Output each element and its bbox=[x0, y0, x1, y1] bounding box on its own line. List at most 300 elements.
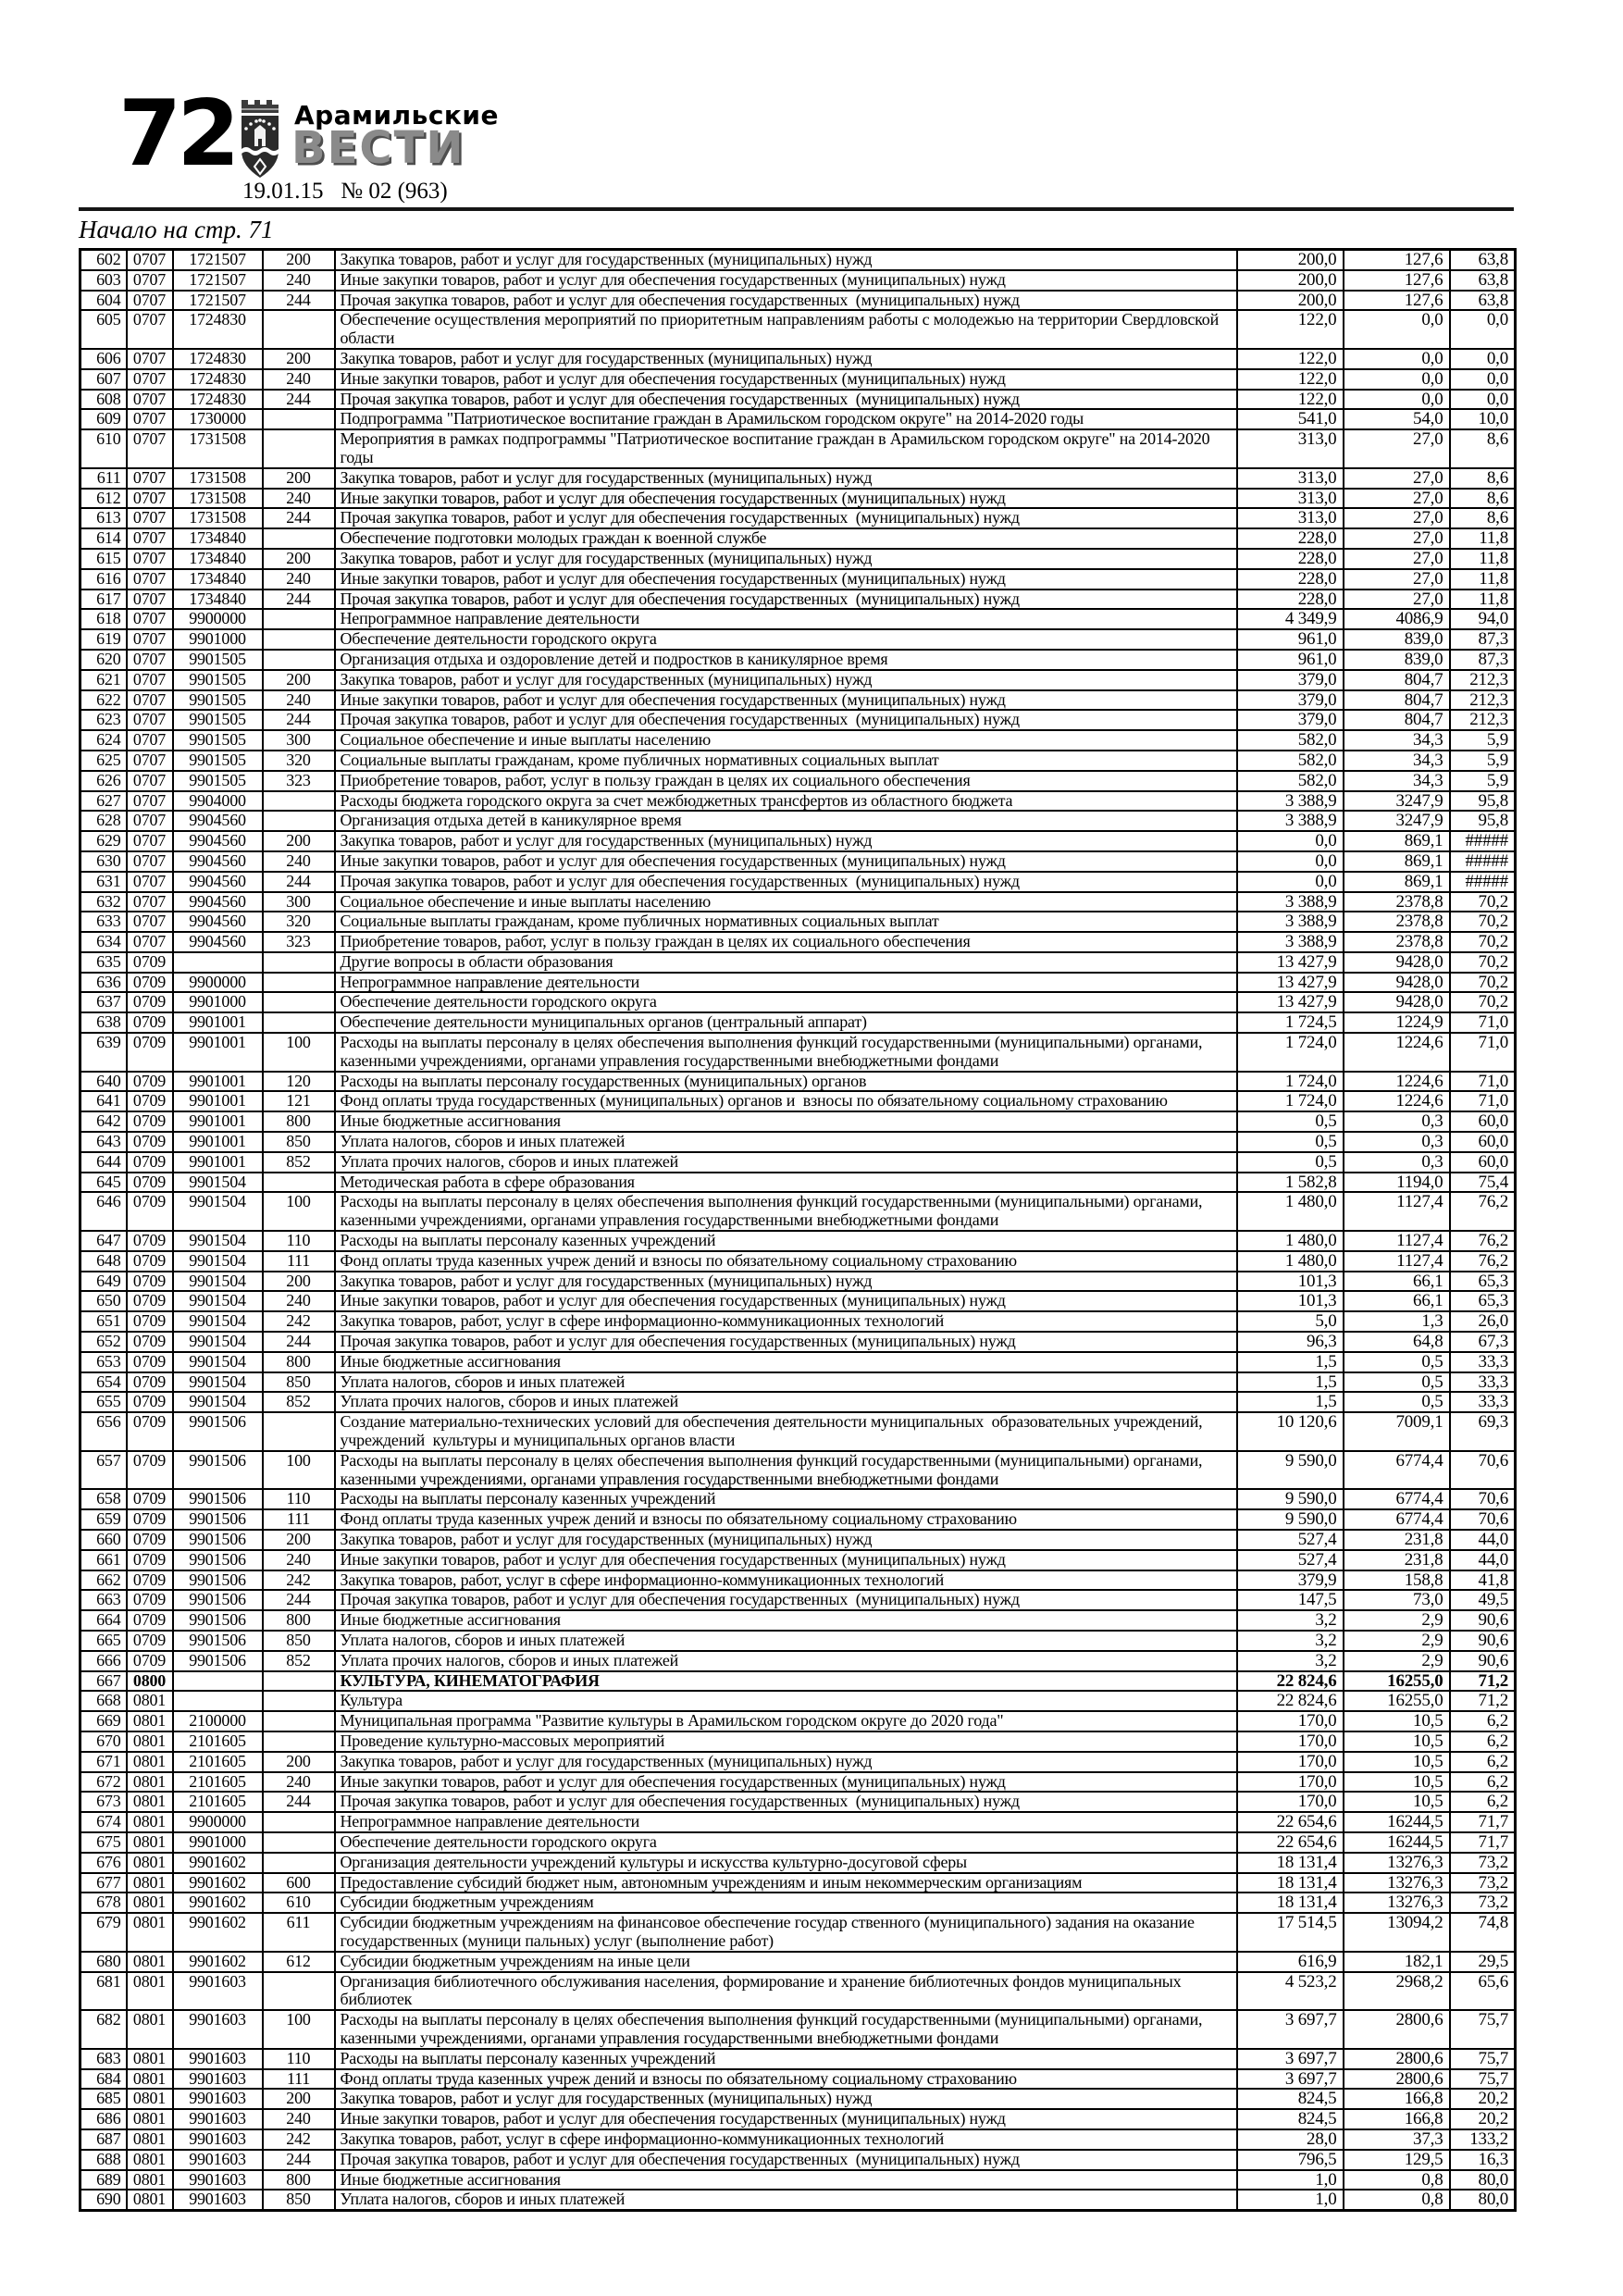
section-code-cell: 0707 bbox=[127, 590, 173, 610]
table-row bbox=[81, 1873, 1516, 1893]
expense-type-cell: 240 bbox=[263, 1772, 335, 1793]
table-row bbox=[81, 1752, 1516, 1772]
plan-value-cell: 3,2 bbox=[1237, 1610, 1344, 1631]
section-code-cell: 0709 bbox=[127, 1570, 173, 1591]
row-number-cell: 604 bbox=[81, 291, 127, 311]
table-row bbox=[81, 831, 1516, 851]
plan-value-cell: 122,0 bbox=[1237, 310, 1344, 349]
target-article-cell: 1734840 bbox=[173, 528, 263, 549]
percent-value-cell: 44,0 bbox=[1450, 1530, 1516, 1550]
table-row bbox=[81, 349, 1516, 369]
percent-value-cell: 70,6 bbox=[1450, 1489, 1516, 1509]
fact-value-cell: 9428,0 bbox=[1344, 992, 1450, 1012]
plan-value-cell: 28,0 bbox=[1237, 2129, 1344, 2150]
fact-value-cell: 0,0 bbox=[1344, 390, 1450, 410]
target-article-cell: 1721507 bbox=[173, 291, 263, 311]
percent-value-cell: 60,0 bbox=[1450, 1132, 1516, 1152]
table-row bbox=[81, 1893, 1516, 1913]
section-code-cell: 0707 bbox=[127, 851, 173, 872]
name-cell: Расходы на выплаты персоналу казенных учреждений bbox=[335, 2049, 1237, 2069]
target-article-cell: 9901505 bbox=[173, 670, 263, 690]
fact-value-cell: 27,0 bbox=[1344, 549, 1450, 569]
table-row bbox=[81, 912, 1516, 932]
expense-type-cell bbox=[263, 1012, 335, 1033]
section-code-cell: 0801 bbox=[127, 2010, 173, 2049]
target-article-cell: 9901506 bbox=[173, 1651, 263, 1671]
fact-value-cell: 1127,4 bbox=[1344, 1231, 1450, 1251]
target-article-cell: 9901505 bbox=[173, 710, 263, 730]
fact-value-cell: 16244,5 bbox=[1344, 1832, 1450, 1853]
table-row bbox=[81, 1412, 1516, 1451]
target-article-cell: 9904560 bbox=[173, 932, 263, 952]
expense-type-cell: 240 bbox=[263, 369, 335, 390]
expense-type-cell: 852 bbox=[263, 1392, 335, 1412]
plan-value-cell: 961,0 bbox=[1237, 629, 1344, 650]
row-number-cell: 666 bbox=[81, 1651, 127, 1671]
row-number-cell: 653 bbox=[81, 1352, 127, 1372]
expense-type-cell: 120 bbox=[263, 1072, 335, 1092]
fact-value-cell: 869,1 bbox=[1344, 831, 1450, 851]
table-row bbox=[81, 710, 1516, 730]
table-row bbox=[81, 1291, 1516, 1311]
plan-value-cell: 122,0 bbox=[1237, 349, 1344, 369]
percent-value-cell: 0,0 bbox=[1450, 310, 1516, 349]
section-code-cell: 0709 bbox=[127, 1231, 173, 1251]
expense-type-cell: 300 bbox=[263, 730, 335, 751]
target-article-cell: 9901001 bbox=[173, 1072, 263, 1092]
target-article-cell: 9900000 bbox=[173, 609, 263, 629]
name-cell: Расходы бюджета городского округа за счет межбюджетных трансфертов из областного бюджета bbox=[335, 791, 1237, 812]
name-cell: Иные закупки товаров, работ и услуг для обеспечения государственных (муниципальных) нужд bbox=[335, 851, 1237, 872]
name-cell: Закупка товаров, работ и услуг для государственных (муниципальных) нужд bbox=[335, 549, 1237, 569]
percent-value-cell: 8,6 bbox=[1450, 429, 1516, 468]
table-row bbox=[81, 1570, 1516, 1591]
name-cell: Иные закупки товаров, работ и услуг для обеспечения государственных (муниципальных) нужд bbox=[335, 270, 1237, 291]
row-number-cell: 670 bbox=[81, 1731, 127, 1752]
plan-value-cell: 1 480,0 bbox=[1237, 1251, 1344, 1272]
section-code-cell: 0707 bbox=[127, 771, 173, 791]
plan-value-cell: 1,5 bbox=[1237, 1372, 1344, 1393]
table-row bbox=[81, 811, 1516, 831]
continuation-note: Начало на стр. 71 bbox=[79, 216, 274, 243]
plan-value-cell: 9 590,0 bbox=[1237, 1509, 1344, 1530]
fact-value-cell: 804,7 bbox=[1344, 690, 1450, 711]
fact-value-cell: 27,0 bbox=[1344, 429, 1450, 468]
expense-type-cell: 244 bbox=[263, 710, 335, 730]
name-cell: Расходы на выплаты персоналу в целях обеспечения выполнения функций государственными (муниципальными) органами, казенными учреждениями, органами управления государственными внебюджетными фондами bbox=[335, 1033, 1237, 1072]
plan-value-cell: 3 388,9 bbox=[1237, 892, 1344, 912]
expense-type-cell: 110 bbox=[263, 2049, 335, 2069]
expense-type-cell: 850 bbox=[263, 2190, 335, 2210]
name-cell: Социальные выплаты гражданам, кроме публичных нормативных социальных выплат bbox=[335, 912, 1237, 932]
expense-type-cell: 200 bbox=[263, 831, 335, 851]
fact-value-cell: 127,6 bbox=[1344, 250, 1450, 270]
section-code-cell: 0709 bbox=[127, 1012, 173, 1033]
expense-type-cell bbox=[263, 1671, 335, 1692]
row-number-cell: 621 bbox=[81, 670, 127, 690]
expense-type-cell bbox=[263, 952, 335, 973]
name-cell: Социальное обеспечение и иные выплаты населению bbox=[335, 892, 1237, 912]
target-article-cell: 1724830 bbox=[173, 390, 263, 410]
name-cell: Уплата налогов, сборов и иных платежей bbox=[335, 1631, 1237, 1651]
budget-table-container bbox=[79, 248, 1517, 2212]
issue-date-number: 19.01.15 № 02 (963) bbox=[242, 179, 448, 204]
name-cell: Закупка товаров, работ, услуг в сфере информационно-коммуникационных технологий bbox=[335, 1570, 1237, 1591]
fact-value-cell: 2800,6 bbox=[1344, 2010, 1450, 2049]
section-code-cell: 0707 bbox=[127, 629, 173, 650]
row-number-cell: 658 bbox=[81, 1489, 127, 1509]
plan-value-cell: 228,0 bbox=[1237, 590, 1344, 610]
expense-type-cell: 240 bbox=[263, 489, 335, 509]
percent-value-cell: 71,0 bbox=[1450, 1033, 1516, 1072]
plan-value-cell: 170,0 bbox=[1237, 1752, 1344, 1772]
expense-type-cell: 200 bbox=[263, 1530, 335, 1550]
row-number-cell: 668 bbox=[81, 1691, 127, 1711]
expense-type-cell bbox=[263, 1853, 335, 1873]
table-row bbox=[81, 609, 1516, 629]
table-row bbox=[81, 1111, 1516, 1132]
name-cell: Закупка товаров, работ и услуг для государственных (муниципальных) нужд bbox=[335, 670, 1237, 690]
target-article-cell: 2101605 bbox=[173, 1772, 263, 1793]
row-number-cell: 655 bbox=[81, 1392, 127, 1412]
section-code-cell: 0707 bbox=[127, 409, 173, 429]
target-article-cell: 9901602 bbox=[173, 1952, 263, 1972]
name-cell: Расходы на выплаты персоналу казенных учреждений bbox=[335, 1489, 1237, 1509]
expense-type-cell bbox=[263, 429, 335, 468]
table-row bbox=[81, 310, 1516, 349]
expense-type-cell: 200 bbox=[263, 468, 335, 489]
name-cell: Закупка товаров, работ, услуг в сфере информационно-коммуникационных технологий bbox=[335, 1311, 1237, 1332]
section-code-cell: 0709 bbox=[127, 1550, 173, 1570]
row-number-cell: 681 bbox=[81, 1972, 127, 2011]
fact-value-cell: 2,9 bbox=[1344, 1610, 1450, 1631]
target-article-cell: 9901001 bbox=[173, 1152, 263, 1173]
fact-value-cell: 129,5 bbox=[1344, 2150, 1450, 2170]
row-number-cell: 682 bbox=[81, 2010, 127, 2049]
expense-type-cell: 850 bbox=[263, 1132, 335, 1152]
percent-value-cell: 8,6 bbox=[1450, 489, 1516, 509]
name-cell: Расходы на выплаты персоналу в целях обеспечения выполнения функций государственными (муниципальными) органами, казенными учреждениями, органами управления государственными внебюджетными фондами bbox=[335, 2010, 1237, 2049]
row-number-cell: 641 bbox=[81, 1091, 127, 1111]
target-article-cell: 9901506 bbox=[173, 1550, 263, 1570]
table-row bbox=[81, 1152, 1516, 1173]
expense-type-cell: 240 bbox=[263, 1550, 335, 1570]
plan-value-cell: 200,0 bbox=[1237, 250, 1344, 270]
fact-value-cell: 158,8 bbox=[1344, 1570, 1450, 1591]
table-row bbox=[81, 670, 1516, 690]
expense-type-cell: 610 bbox=[263, 1893, 335, 1913]
target-article-cell: 9901506 bbox=[173, 1590, 263, 1610]
target-article-cell: 9901001 bbox=[173, 1033, 263, 1072]
row-number-cell: 664 bbox=[81, 1610, 127, 1631]
row-number-cell: 677 bbox=[81, 1873, 127, 1893]
plan-value-cell: 0,0 bbox=[1237, 831, 1344, 851]
target-article-cell: 9901504 bbox=[173, 1372, 263, 1393]
table-row bbox=[81, 1332, 1516, 1352]
percent-value-cell: 20,2 bbox=[1450, 2089, 1516, 2109]
plan-value-cell: 170,0 bbox=[1237, 1731, 1344, 1752]
row-number-cell: 684 bbox=[81, 2069, 127, 2090]
target-article-cell: 1724830 bbox=[173, 369, 263, 390]
target-article-cell: 9900000 bbox=[173, 973, 263, 993]
header-divider bbox=[79, 207, 1514, 211]
target-article-cell: 1721507 bbox=[173, 250, 263, 270]
target-article-cell: 9901504 bbox=[173, 1352, 263, 1372]
percent-value-cell: 212,3 bbox=[1450, 690, 1516, 711]
table-row bbox=[81, 1832, 1516, 1853]
table-row bbox=[81, 468, 1516, 489]
percent-value-cell: 75,7 bbox=[1450, 2069, 1516, 2090]
table-row bbox=[81, 409, 1516, 429]
percent-value-cell: 11,8 bbox=[1450, 590, 1516, 610]
row-number-cell: 607 bbox=[81, 369, 127, 390]
target-article-cell: 9901504 bbox=[173, 1192, 263, 1231]
table-row bbox=[81, 1451, 1516, 1490]
table-row bbox=[81, 1251, 1516, 1272]
row-number-cell: 651 bbox=[81, 1311, 127, 1332]
percent-value-cell: 212,3 bbox=[1450, 710, 1516, 730]
row-number-cell: 644 bbox=[81, 1152, 127, 1173]
row-number-cell: 617 bbox=[81, 590, 127, 610]
name-cell: Иные закупки товаров, работ и услуг для обеспечения государственных (муниципальных) нужд bbox=[335, 489, 1237, 509]
table-row bbox=[81, 851, 1516, 872]
masthead bbox=[0, 0, 1623, 248]
table-row bbox=[81, 2089, 1516, 2109]
row-number-cell: 611 bbox=[81, 468, 127, 489]
name-cell: Уплата прочих налогов, сборов и иных платежей bbox=[335, 1392, 1237, 1412]
target-article-cell: 9901001 bbox=[173, 1091, 263, 1111]
row-number-cell: 671 bbox=[81, 1752, 127, 1772]
table-row bbox=[81, 1731, 1516, 1752]
table-row bbox=[81, 1853, 1516, 1873]
name-cell: Организация отдыха и оздоровление детей и подростков в каникулярное время bbox=[335, 650, 1237, 670]
name-cell: Уплата прочих налогов, сборов и иных платежей bbox=[335, 1651, 1237, 1671]
name-cell: Фонд оплаты труда казенных учреж дений и взносы по обязательному социальному страхованию bbox=[335, 2069, 1237, 2090]
percent-value-cell: 49,5 bbox=[1450, 1590, 1516, 1610]
section-code-cell: 0801 bbox=[127, 1893, 173, 1913]
section-code-cell: 0801 bbox=[127, 2170, 173, 2191]
percent-value-cell: 69,3 bbox=[1450, 1412, 1516, 1451]
expense-type-cell: 200 bbox=[263, 549, 335, 569]
percent-value-cell: 33,3 bbox=[1450, 1352, 1516, 1372]
section-code-cell: 0707 bbox=[127, 390, 173, 410]
plan-value-cell: 379,0 bbox=[1237, 710, 1344, 730]
name-cell: Иные бюджетные ассигнования bbox=[335, 1610, 1237, 1631]
row-number-cell: 639 bbox=[81, 1033, 127, 1072]
expense-type-cell: 612 bbox=[263, 1952, 335, 1972]
section-code-cell: 0709 bbox=[127, 952, 173, 973]
section-code-cell: 0707 bbox=[127, 710, 173, 730]
target-article-cell: 9904560 bbox=[173, 811, 263, 831]
name-cell: Предоставление субсидий бюджет ным, автономным учреждениям и иным некоммерческим организациям bbox=[335, 1873, 1237, 1893]
plan-value-cell: 200,0 bbox=[1237, 270, 1344, 291]
target-article-cell: 1731508 bbox=[173, 489, 263, 509]
percent-value-cell: 63,8 bbox=[1450, 250, 1516, 270]
row-number-cell: 626 bbox=[81, 771, 127, 791]
name-cell: Иные бюджетные ассигнования bbox=[335, 1111, 1237, 1132]
section-code-cell: 0709 bbox=[127, 992, 173, 1012]
target-article-cell: 1724830 bbox=[173, 349, 263, 369]
fact-value-cell: 0,0 bbox=[1344, 369, 1450, 390]
expense-type-cell: 244 bbox=[263, 1792, 335, 1812]
section-code-cell: 0709 bbox=[127, 1251, 173, 1272]
table-row bbox=[81, 1272, 1516, 1292]
row-number-cell: 634 bbox=[81, 932, 127, 952]
section-code-cell: 0709 bbox=[127, 1291, 173, 1311]
table-row bbox=[81, 973, 1516, 993]
percent-value-cell: 26,0 bbox=[1450, 1311, 1516, 1332]
row-number-cell: 608 bbox=[81, 390, 127, 410]
fact-value-cell: 27,0 bbox=[1344, 489, 1450, 509]
expense-type-cell bbox=[263, 609, 335, 629]
expense-type-cell: 100 bbox=[263, 1192, 335, 1231]
fact-value-cell: 182,1 bbox=[1344, 1952, 1450, 1972]
plan-value-cell: 228,0 bbox=[1237, 528, 1344, 549]
expense-type-cell: 800 bbox=[263, 2170, 335, 2191]
expense-type-cell bbox=[263, 1731, 335, 1752]
table-row bbox=[81, 2010, 1516, 2049]
section-code-cell: 0709 bbox=[127, 1311, 173, 1332]
fact-value-cell: 2800,6 bbox=[1344, 2069, 1450, 2090]
fact-value-cell: 1127,4 bbox=[1344, 1251, 1450, 1272]
target-article-cell: 9901506 bbox=[173, 1610, 263, 1631]
percent-value-cell: 133,2 bbox=[1450, 2129, 1516, 2150]
target-article-cell: 9900000 bbox=[173, 1812, 263, 1832]
target-article-cell: 9901504 bbox=[173, 1251, 263, 1272]
plan-value-cell: 122,0 bbox=[1237, 390, 1344, 410]
target-article-cell: 9901603 bbox=[173, 2010, 263, 2049]
row-number-cell: 683 bbox=[81, 2049, 127, 2069]
plan-value-cell: 13 427,9 bbox=[1237, 952, 1344, 973]
percent-value-cell: 75,7 bbox=[1450, 2049, 1516, 2069]
row-number-cell: 645 bbox=[81, 1173, 127, 1193]
target-article-cell: 9901000 bbox=[173, 992, 263, 1012]
section-code-cell: 0707 bbox=[127, 831, 173, 851]
plan-value-cell: 3 388,9 bbox=[1237, 791, 1344, 812]
target-article-cell: 9901001 bbox=[173, 1111, 263, 1132]
section-code-cell: 0709 bbox=[127, 1352, 173, 1372]
target-article-cell: 1734840 bbox=[173, 590, 263, 610]
expense-type-cell: 100 bbox=[263, 1451, 335, 1490]
percent-value-cell: 70,2 bbox=[1450, 992, 1516, 1012]
percent-value-cell: 70,2 bbox=[1450, 912, 1516, 932]
plan-value-cell: 122,0 bbox=[1237, 369, 1344, 390]
expense-type-cell: 244 bbox=[263, 1332, 335, 1352]
fact-value-cell: 0,5 bbox=[1344, 1352, 1450, 1372]
percent-value-cell: 90,6 bbox=[1450, 1610, 1516, 1631]
plan-value-cell: 13 427,9 bbox=[1237, 973, 1344, 993]
name-cell: Проведение культурно-массовых мероприятий bbox=[335, 1731, 1237, 1752]
fact-value-cell: 13276,3 bbox=[1344, 1873, 1450, 1893]
fact-value-cell: 0,0 bbox=[1344, 349, 1450, 369]
table-row bbox=[81, 2190, 1516, 2210]
fact-value-cell: 2,9 bbox=[1344, 1631, 1450, 1651]
expense-type-cell bbox=[263, 528, 335, 549]
fact-value-cell: 10,5 bbox=[1344, 1772, 1450, 1793]
fact-value-cell: 34,3 bbox=[1344, 751, 1450, 771]
percent-value-cell: 0,0 bbox=[1450, 349, 1516, 369]
name-cell: Закупка товаров, работ, услуг в сфере информационно-коммуникационных технологий bbox=[335, 2129, 1237, 2150]
name-cell: Закупка товаров, работ и услуг для государственных (муниципальных) нужд bbox=[335, 2089, 1237, 2109]
fact-value-cell: 16255,0 bbox=[1344, 1671, 1450, 1692]
expense-type-cell bbox=[263, 1812, 335, 1832]
row-number-cell: 618 bbox=[81, 609, 127, 629]
section-code-cell: 0707 bbox=[127, 811, 173, 831]
target-article-cell: 9901506 bbox=[173, 1412, 263, 1451]
section-code-cell: 0707 bbox=[127, 291, 173, 311]
target-article-cell: 9901603 bbox=[173, 2109, 263, 2129]
name-cell: Иные закупки товаров, работ и услуг для обеспечения государственных (муниципальных) нужд bbox=[335, 2109, 1237, 2129]
fact-value-cell: 4086,9 bbox=[1344, 609, 1450, 629]
section-code-cell: 0709 bbox=[127, 1610, 173, 1631]
name-cell: Расходы на выплаты персоналу в целях обеспечения выполнения функций государственными (муниципальными) органами, казенными учреждениями, органами управления государственными внебюджетными фондами bbox=[335, 1451, 1237, 1490]
target-article-cell: 9901504 bbox=[173, 1291, 263, 1311]
percent-value-cell: 5,9 bbox=[1450, 730, 1516, 751]
name-cell: Мероприятия в рамках подпрограммы "Патриотическое воспитание граждан в Арамильском городском округе" на 2014-2020 годы bbox=[335, 429, 1237, 468]
table-row bbox=[81, 1033, 1516, 1072]
row-number-cell: 690 bbox=[81, 2190, 127, 2210]
section-code-cell: 0707 bbox=[127, 270, 173, 291]
target-article-cell: 9901603 bbox=[173, 2089, 263, 2109]
target-article-cell bbox=[173, 1691, 263, 1711]
fact-value-cell: 0,3 bbox=[1344, 1132, 1450, 1152]
percent-value-cell: 65,3 bbox=[1450, 1272, 1516, 1292]
expense-type-cell: 110 bbox=[263, 1489, 335, 1509]
percent-value-cell: 8,6 bbox=[1450, 468, 1516, 489]
plan-value-cell: 527,4 bbox=[1237, 1550, 1344, 1570]
table-row bbox=[81, 751, 1516, 771]
target-article-cell: 9901506 bbox=[173, 1530, 263, 1550]
name-cell: Субсидии бюджетным учреждениям на иные цели bbox=[335, 1952, 1237, 1972]
plan-value-cell: 13 427,9 bbox=[1237, 992, 1344, 1012]
section-code-cell: 0709 bbox=[127, 1392, 173, 1412]
table-row bbox=[81, 2129, 1516, 2150]
name-cell: Фонд оплаты труда казенных учреж дений и взносы по обязательному социальному страхованию bbox=[335, 1509, 1237, 1530]
expense-type-cell: 244 bbox=[263, 390, 335, 410]
section-code-cell: 0707 bbox=[127, 508, 173, 528]
section-code-cell: 0707 bbox=[127, 791, 173, 812]
name-cell: Иные закупки товаров, работ и услуг для обеспечения государственных (муниципальных) нужд bbox=[335, 369, 1237, 390]
name-cell: Обеспечение подготовки молодых граждан к военной службе bbox=[335, 528, 1237, 549]
percent-value-cell: 73,2 bbox=[1450, 1853, 1516, 1873]
percent-value-cell: 80,0 bbox=[1450, 2170, 1516, 2191]
row-number-cell: 632 bbox=[81, 892, 127, 912]
plan-value-cell: 18 131,4 bbox=[1237, 1853, 1344, 1873]
plan-value-cell: 582,0 bbox=[1237, 751, 1344, 771]
name-cell: Иные закупки товаров, работ и услуг для обеспечения государственных (муниципальных) нужд bbox=[335, 1550, 1237, 1570]
target-article-cell: 9901506 bbox=[173, 1489, 263, 1509]
plan-value-cell: 3 388,9 bbox=[1237, 912, 1344, 932]
plan-value-cell: 5,0 bbox=[1237, 1311, 1344, 1332]
table-row bbox=[81, 1651, 1516, 1671]
row-number-cell: 615 bbox=[81, 549, 127, 569]
expense-type-cell: 852 bbox=[263, 1152, 335, 1173]
fact-value-cell: 1,3 bbox=[1344, 1311, 1450, 1332]
row-number-cell: 688 bbox=[81, 2150, 127, 2170]
row-number-cell: 686 bbox=[81, 2109, 127, 2129]
name-cell: Субсидии бюджетным учреждениям bbox=[335, 1893, 1237, 1913]
target-article-cell: 9901603 bbox=[173, 2150, 263, 2170]
target-article-cell: 9904560 bbox=[173, 831, 263, 851]
plan-value-cell: 379,0 bbox=[1237, 670, 1344, 690]
row-number-cell: 661 bbox=[81, 1550, 127, 1570]
plan-value-cell: 17 514,5 bbox=[1237, 1913, 1344, 1952]
table-row bbox=[81, 250, 1516, 270]
target-article-cell: 9901505 bbox=[173, 771, 263, 791]
plan-value-cell: 22 824,6 bbox=[1237, 1691, 1344, 1711]
plan-value-cell: 228,0 bbox=[1237, 549, 1344, 569]
fact-value-cell: 2968,2 bbox=[1344, 1972, 1450, 2011]
